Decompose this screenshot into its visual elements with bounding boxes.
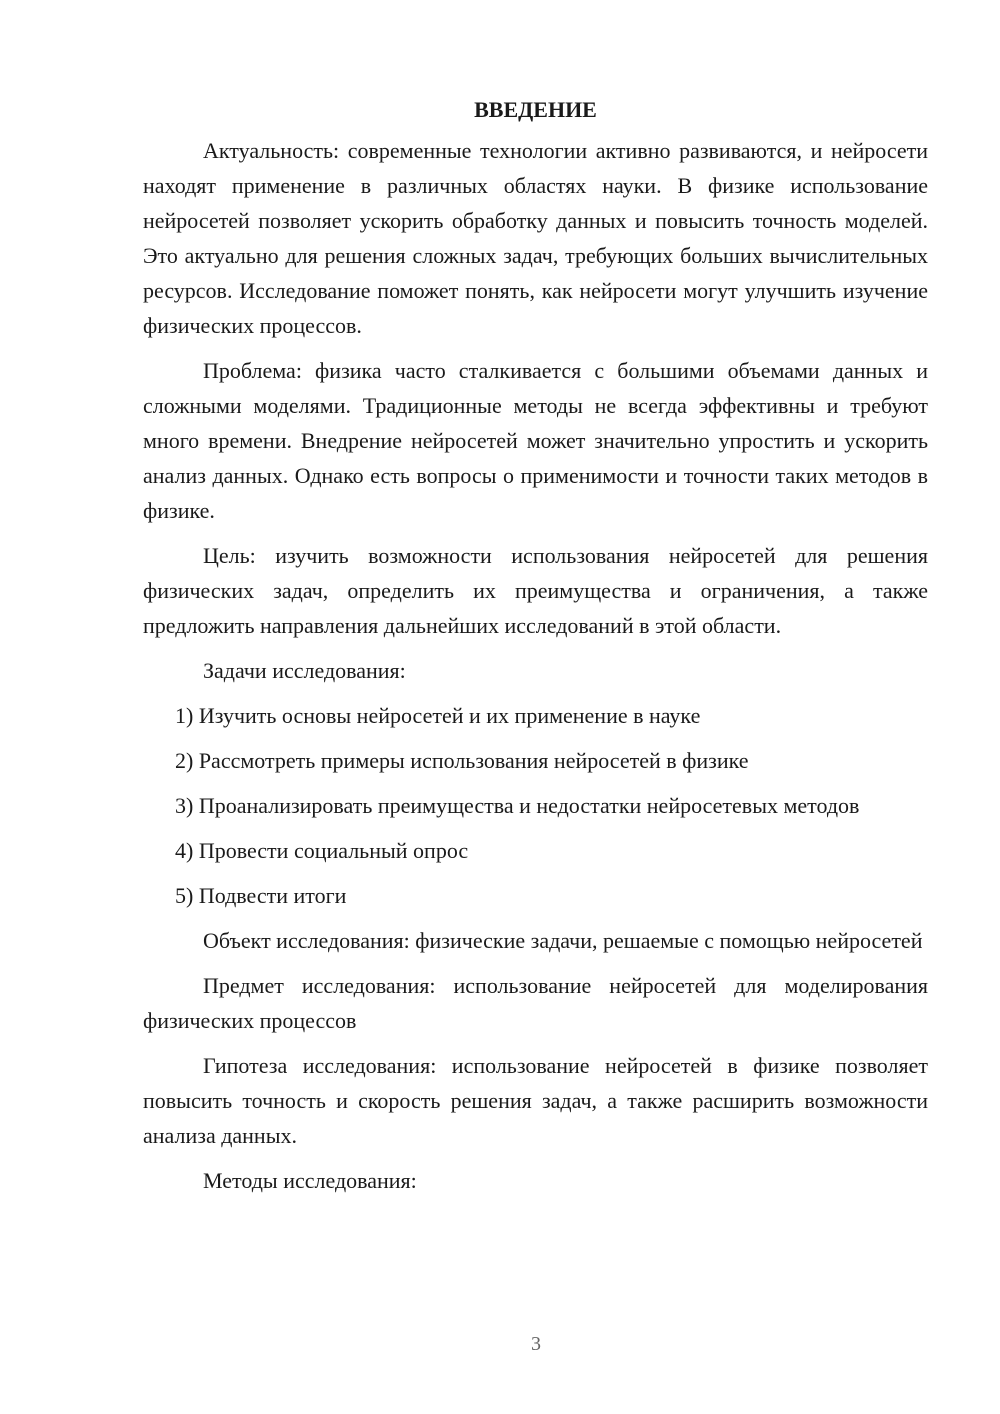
page-number: 3 — [531, 1333, 541, 1355]
problem-paragraph: Проблема: физика часто сталкивается с большими объемами данных и сложными моделями. Традиционные методы не всегда эффективны и требуют много времени. Внедрение нейросетей может значительно упростить и ускорить анализ данных. Однако есть вопросы о применимости и точности таких методов в физике. — [143, 358, 928, 523]
task-item-4: 4) Провести социальный опрос — [175, 838, 469, 863]
methods-heading: Методы исследования: — [203, 1168, 417, 1193]
relevance-paragraph: Актуальность: современные технологии активно развиваются, и нейросети находят применение в различных областях науки. В физике использование нейросетей позволяет ускорить обработку данных и повысить точность моделей. Это актуально для решения сложных задач, требующих больших вычислительных ресурсов. Исследование поможет понять, как нейросети могут улучшить изучение физических процессов. — [143, 138, 928, 338]
hypothesis-paragraph: Гипотеза исследования: использование нейросетей в физике позволяет повысить точность и скорость решения задач, а также расширить возможности анализа данных. — [143, 1053, 928, 1148]
document-page — [143, 92, 928, 1208]
tasks-heading: Задачи исследования: — [203, 658, 406, 683]
task-item-1: 1) Изучить основы нейросетей и их применение в науке — [175, 703, 701, 728]
section-title: ВВЕДЕНИЕ — [474, 97, 597, 122]
task-item-3: 3) Проанализировать преимущества и недостатки нейросетевых методов — [175, 793, 860, 818]
task-item-2: 2) Рассмотреть примеры использования нейросетей в физике — [175, 748, 749, 773]
object-paragraph: Объект исследования: физические задачи, решаемые с помощью нейросетей — [203, 928, 923, 953]
task-item-5: 5) Подвести итоги — [175, 883, 347, 908]
subject-paragraph: Предмет исследования: использование нейросетей для моделирования физических процессов — [143, 973, 928, 1033]
goal-paragraph: Цель: изучить возможности использования нейросетей для решения физических задач, определить их преимущества и ограничения, а также предложить направления дальнейших исследований в этой области. — [143, 543, 928, 638]
